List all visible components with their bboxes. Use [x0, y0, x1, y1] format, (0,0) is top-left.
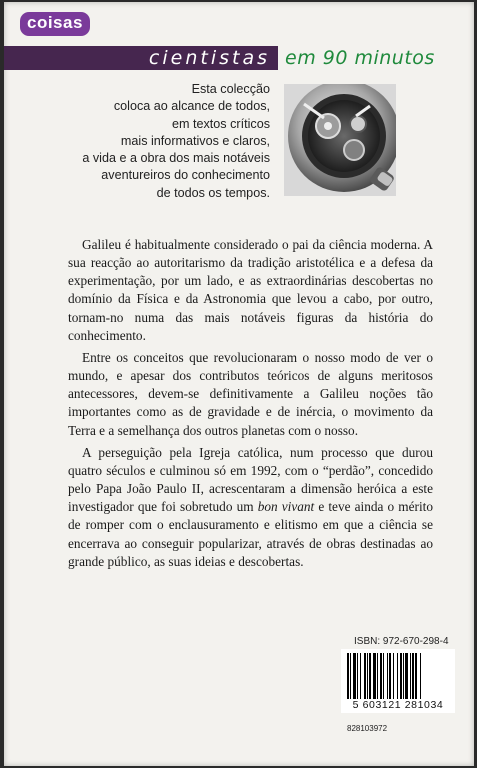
barcode-bar: [357, 653, 358, 699]
barcode-bar: [410, 653, 411, 699]
barcode-bar: [397, 653, 398, 699]
book-description: [68, 236, 433, 575]
barcode-bars: [347, 653, 449, 703]
blurb-line: a vida e a obra dos mais notáveis: [82, 151, 270, 166]
barcode-bar: [350, 653, 351, 703]
barcode-bar: [353, 653, 356, 699]
publisher-logo: coisas: [20, 12, 90, 36]
blurb-line: mais informativos e claros,: [120, 133, 270, 148]
description-paragraph: Galileu é habitualmente considerado o pai da ciência moderna. A sua reacção ao autoritarismo da tradição aristotélica e a defesa da experimentação, por um lado, e as extraordinárias descobertas no domínio da Física e da Astronomia que levou a cabo, por outro, tornam-no numa das mais notáveis figuras da história do conhecimento.: [68, 237, 433, 343]
barcode-bar: [400, 653, 402, 699]
barcode-bar: [364, 653, 366, 699]
series-title-band: [4, 46, 278, 70]
barcode-bar: [347, 653, 349, 703]
barcode: [341, 649, 455, 713]
isbn-label: ISBN: 972-670-298-4: [354, 636, 449, 647]
paragraph-text: e teve ainda o mérito de romper com o enclausuramento e elitismo em que a ciência se encerrava ao conseguir popularizar, através de obras destinadas ao grande público, as suas ideias e descobertas.: [68, 499, 433, 569]
barcode-bar: [380, 653, 382, 699]
barcode-bar: [367, 653, 368, 699]
collection-blurb: [40, 81, 270, 202]
barcode-bar: [369, 653, 371, 699]
barcode-bar: [403, 653, 404, 699]
barcode-number: 5 603121 281034: [341, 699, 455, 711]
product-code: 828103972: [347, 724, 388, 733]
back-cover: [4, 2, 474, 766]
series-title: cientistas: [148, 47, 270, 69]
barcode-bar: [415, 653, 417, 703]
barcode-bar: [360, 653, 361, 699]
barcode-bar: [377, 653, 378, 699]
paragraph-text: A perseguição pela Igreja católica, num processo que durou quatro séculos e culminou só em 1992, com o “perdão”, concedido pelo Papa João Paulo II, acrescentaram a dimensão heróica a este investigador que foi sobretudo um: [68, 444, 433, 515]
blurb-line: coloca ao alcance de todos,: [113, 99, 270, 114]
description-paragraph: [68, 444, 433, 571]
barcode-bar: [420, 653, 421, 703]
italic-phrase: bon vivant: [257, 499, 315, 515]
blurb-line: de todos os tempos.: [156, 185, 270, 200]
barcode-bar: [383, 653, 384, 699]
barcode-bar: [389, 653, 391, 699]
blurb-line: em textos críticos: [172, 116, 270, 131]
series-subtitle: em 90 minutos: [285, 47, 435, 69]
barcode-bar: [412, 653, 414, 699]
barcode-bar: [405, 653, 408, 699]
watch-image: [284, 84, 396, 196]
blurb-line: Esta colecção: [191, 82, 270, 96]
barcode-bar: [393, 653, 394, 699]
blurb-line: aventureiros do conhecimento: [101, 168, 270, 183]
barcode-bar: [373, 653, 376, 699]
barcode-bar: [387, 653, 388, 699]
description-paragraph: Entre os conceitos que revolucionaram o nosso modo de ver o mundo, e apesar dos contributos teóricos de alguns meritosos antecessores, devem-se definitivamente a Galileu noções tão importantes como as de gravidade e de inércia, o movimento da Terra e a semelhança dos outros planetas com o nosso.: [68, 349, 433, 438]
